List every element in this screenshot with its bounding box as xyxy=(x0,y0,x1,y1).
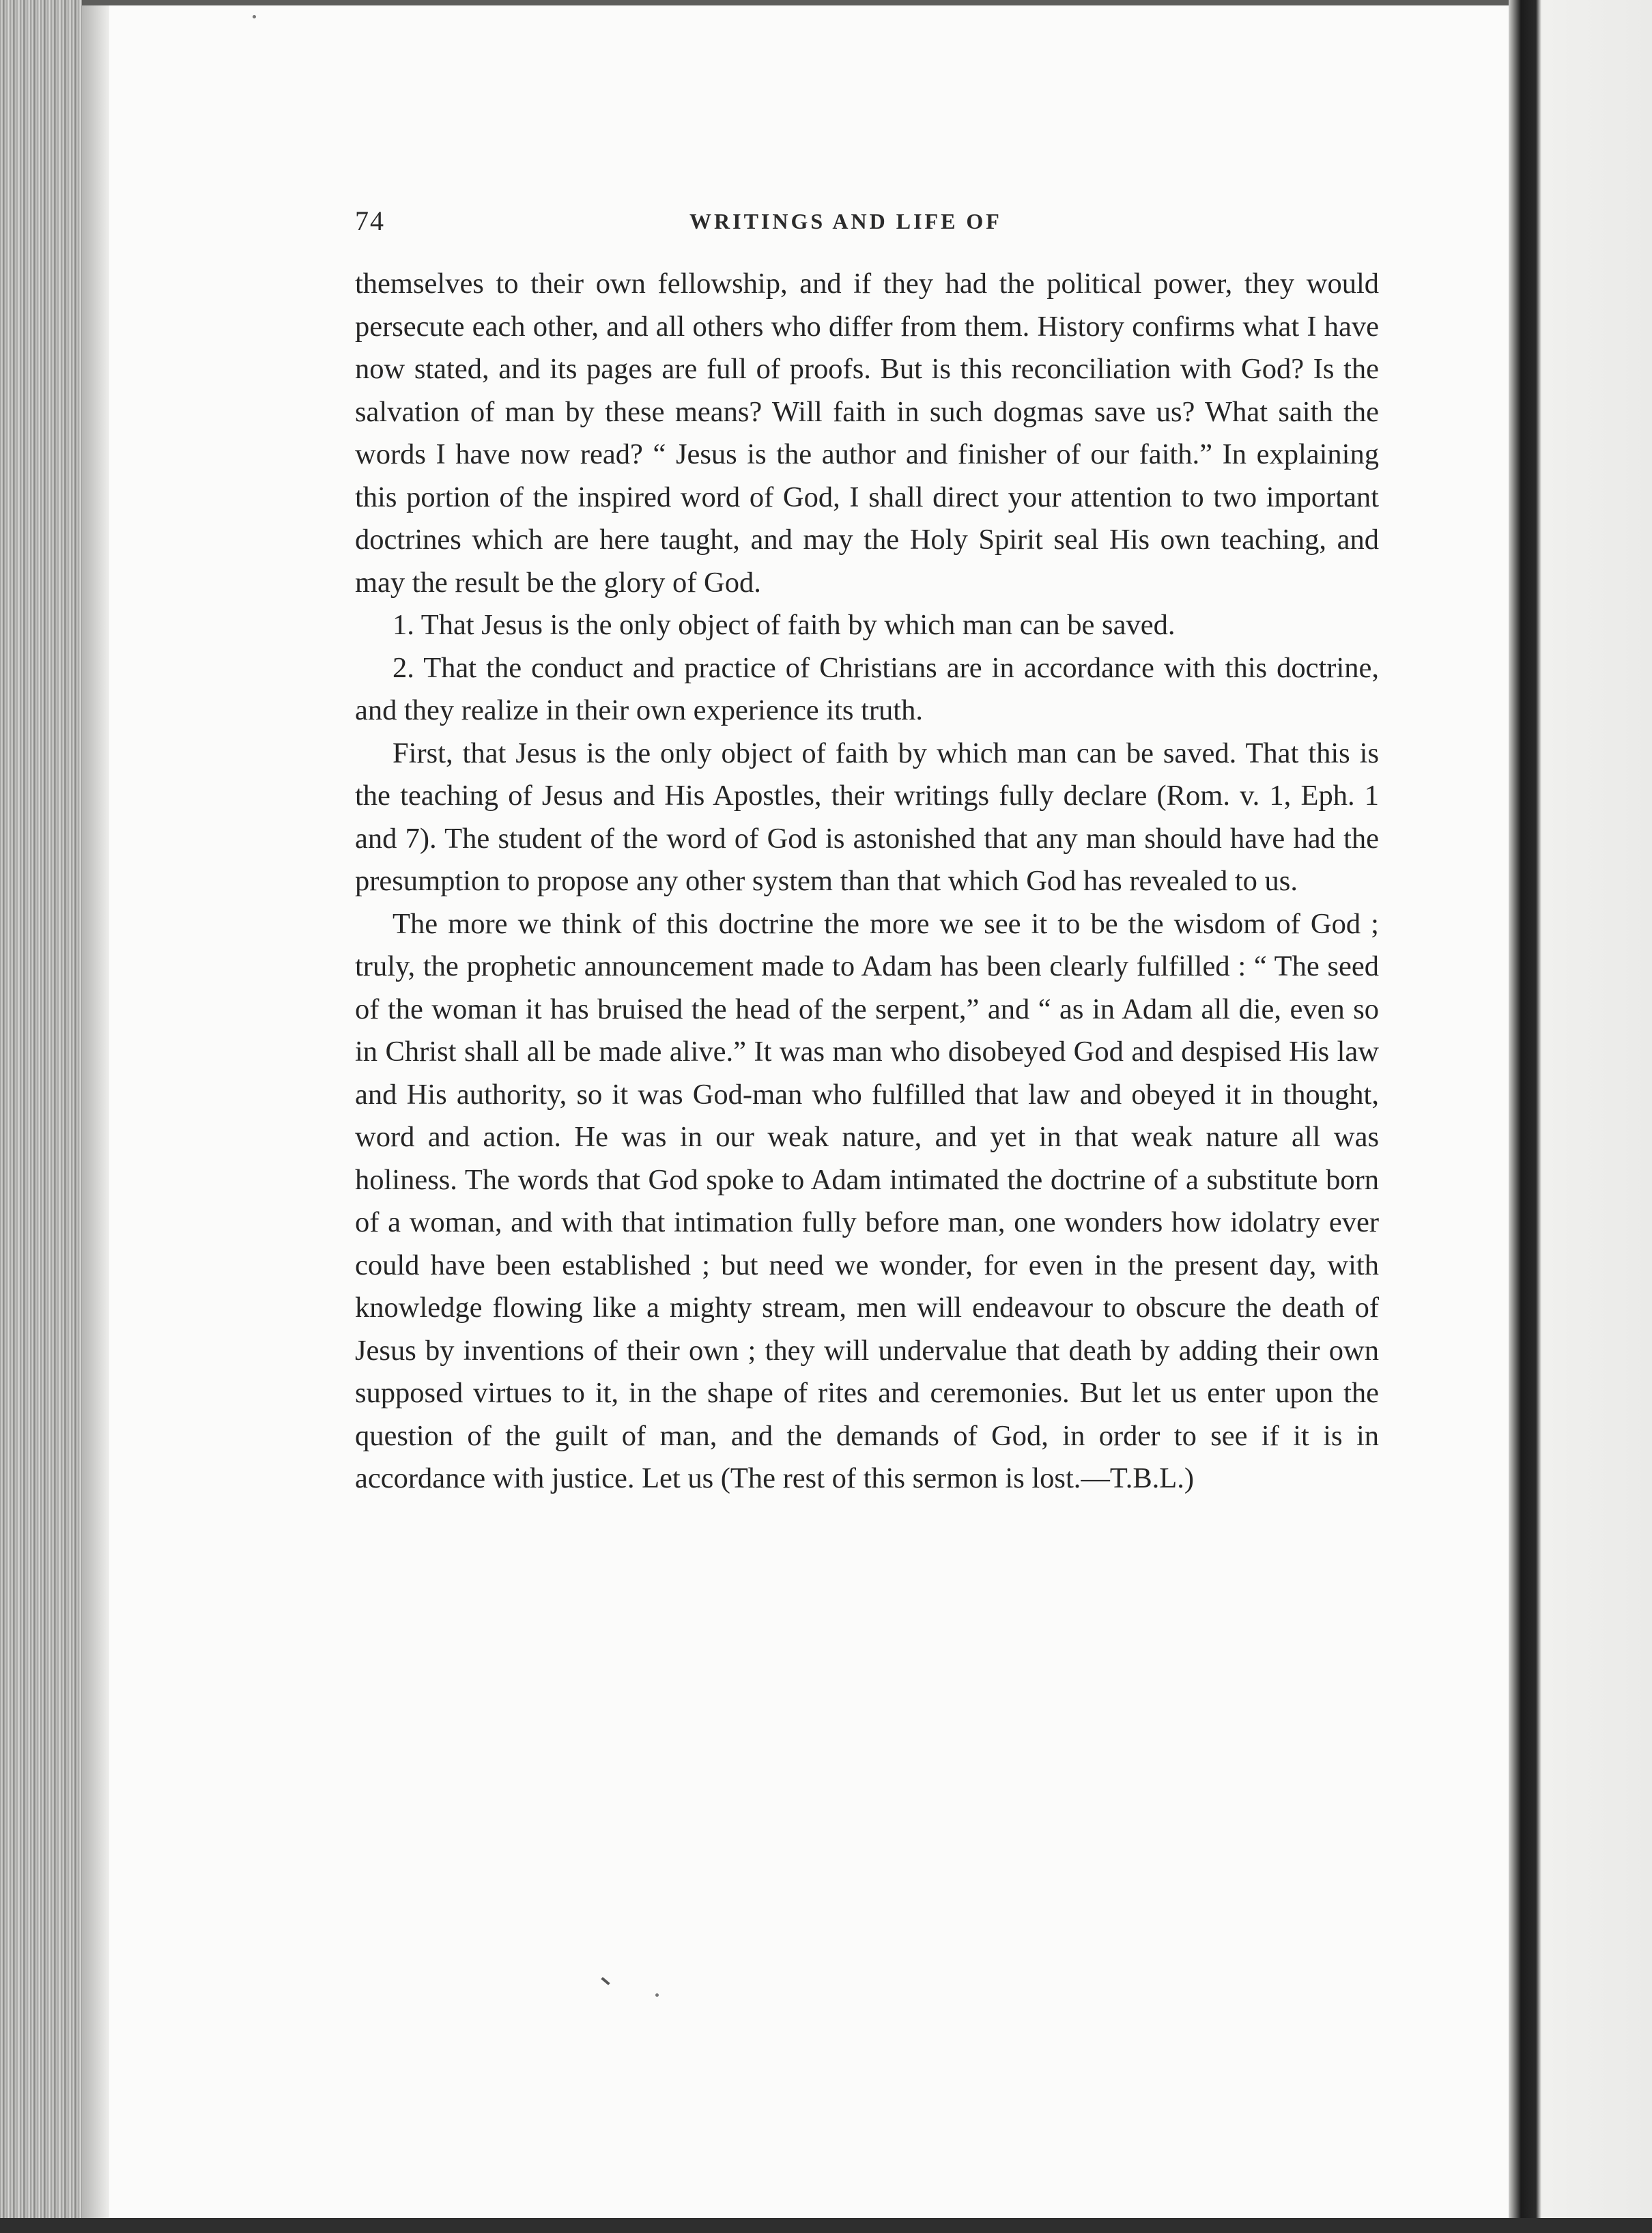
book-fore-edge xyxy=(0,0,82,2233)
paragraph-continued: themselves to their own fellowship, and if they had the political power, they would persecute each other, and all others who differ from them. History confirms what I have now stated, and its pages are full of proofs. But is this reconciliation with God? Is the salvation of man by these means? Will faith in such dogmas save us? What saith the words I have now read? “ Jesus is the author and finisher of our faith.” In explaining this portion of the inspired word of God, I shall direct your attention to two important doctrines which are here taught, and may the Holy Spirit seal His own teaching, and may the result be the glory of God. xyxy=(355,268,1379,599)
running-title: WRITINGS AND LIFE OF xyxy=(689,209,1002,233)
ink-speck xyxy=(655,1993,659,1997)
paragraph-doctrine: The more we think of this doctrine the more we see it to be the wisdom of God ; truly, the prophetic announcement made to Adam has been clearly fulfilled : “ The seed of the woman it has bruised the head of the serpent,” and “ as in Adam all die, even so in Christ shall all be made alive.” It was man who disobeyed God and despised His law and His authority, so it was God-man who fulfilled that law and obeyed it in thought, word and action. He was in our weak nature, and yet in that weak nature all was holiness. The words that God spoke to Adam intimated the doctrine of a substitute born of a woman, and with that intimation fully before man, one wonders how idolatry ever could have been established ; but need we wonder, for even in the present day, with knowledge flowing like a mighty stream, men will endeavour to obscure the death of Jesus by inventions of their own ; they will undervalue that death by adding their own supposed virtues to it, in the shape of rites and ceremonies. But let us enter upon the question of the guilt of man, and the demands of God, in order to see if it is in accordance with justice. Let us (The rest of this sermon is lost.—T.B.L.) xyxy=(355,907,1379,1494)
body-text xyxy=(355,263,1379,1500)
ink-speck xyxy=(253,15,256,18)
paragraph-first: First, that Jesus is the only object of faith by which man can be saved. That this is the teaching of Jesus and His Apostles, their writings fully declare (Rom. v. 1, Eph. 1 and 7). The student of the word of God is astonished that any man should have had the presumption to propose any other system than that which God has revealed to us. xyxy=(355,737,1379,897)
page-number: 74 xyxy=(355,205,385,236)
paragraph-point-2: 2. That the conduct and practice of Christians are in accordance with this doctrine, and they realize in their own experience its truth. xyxy=(355,651,1379,726)
scan-bottom-border xyxy=(0,2218,1652,2233)
running-head xyxy=(355,205,1379,246)
book-binding-gutter xyxy=(1509,0,1652,2233)
paragraph-point-1: 1. That Jesus is the only object of faith by which man can be saved. xyxy=(393,609,1176,641)
page-edge-shadow xyxy=(82,0,109,2233)
scan-top-border xyxy=(82,0,1509,5)
